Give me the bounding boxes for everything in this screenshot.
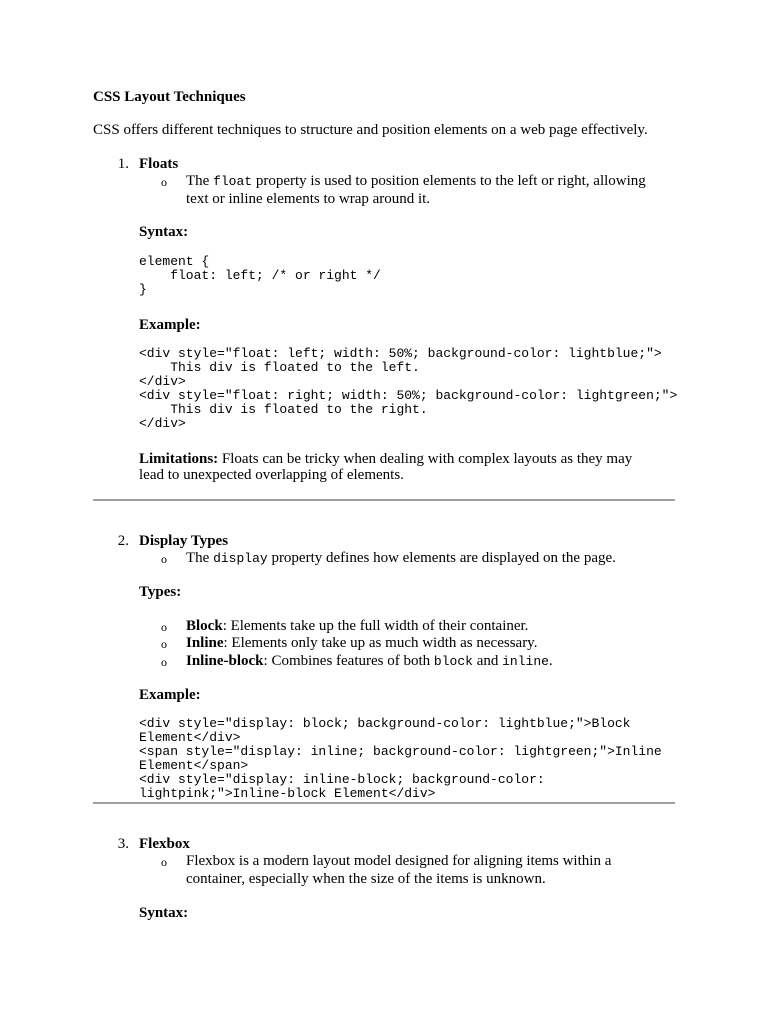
type-item-inline-block: Inline-block: Combines features of both block and inline. <box>186 653 553 669</box>
section-2-heading: Display Types <box>139 533 229 549</box>
section-1-limitations-line1: Limitations: Floats can be tricky when dealing with complex layouts as they may <box>139 451 633 467</box>
bullet-marker: o <box>161 855 167 869</box>
page-title: CSS Layout Techniques <box>93 89 246 105</box>
type-item-block: Block: Elements take up the full width of their container. <box>186 618 529 634</box>
section-1-bullet-line2: text or inline elements to wrap around it. <box>186 191 431 207</box>
divider <box>93 499 675 501</box>
section-3-number: 3. <box>117 836 129 852</box>
inline-code-inline: inline <box>502 654 549 669</box>
section-1-bullet-line1: The float property is used to position elements to the left or right, allowing <box>186 173 646 189</box>
section-2-example-code: <div style="display: block; background-color: lightblue;">Block Element</div> <span style="display: inline; background-color: lightgreen;">Inline Element</span> <div style="display: inline-block; background-color: lightpink;">Inline-block Element</div> <box>139 716 662 801</box>
bullet-marker: o <box>161 637 167 651</box>
section-3-bullet-line1: Flexbox is a modern layout model designed for aligning items within a <box>186 853 612 869</box>
divider <box>93 802 675 804</box>
bullet-marker: o <box>161 552 167 566</box>
section-1-example-code: <div style="float: left; width: 50%; background-color: lightblue;"> This div is floated to the left. </div> <div style="float: right; width: 50%; background-color: lightgreen;"> This div is floated to the right. </div> <box>139 346 678 431</box>
section-2-types-label: Types: <box>139 584 182 600</box>
inline-code-display: display <box>213 551 268 566</box>
type-item-inline: Inline: Elements only take up as much width as necessary. <box>186 635 538 651</box>
section-1-syntax-label: Syntax: <box>139 224 189 240</box>
section-1-number: 1. <box>117 156 129 172</box>
section-1-syntax-code: element { float: left; /* or right */ } <box>139 254 381 297</box>
section-1-limitations-line2: lead to unexpected overlapping of elements. <box>139 467 404 483</box>
section-3-heading: Flexbox <box>139 836 190 852</box>
section-3-syntax-label: Syntax: <box>139 905 189 921</box>
inline-code-float: float <box>213 174 253 189</box>
bullet-marker: o <box>161 175 167 189</box>
intro-paragraph: CSS offers different techniques to structure and position elements on a web page effectively. <box>93 122 648 138</box>
section-3-bullet-line2: container, especially when the size of the items is unknown. <box>186 871 546 887</box>
bullet-marker: o <box>161 620 167 634</box>
section-2-number: 2. <box>117 533 129 549</box>
section-2-bullet: The display property defines how elements are displayed on the page. <box>186 550 616 566</box>
bullet-marker: o <box>161 655 167 669</box>
section-1-example-label: Example: <box>139 317 201 333</box>
section-1-heading: Floats <box>139 156 179 172</box>
inline-code-block: block <box>433 654 473 669</box>
section-2-example-label: Example: <box>139 687 201 703</box>
